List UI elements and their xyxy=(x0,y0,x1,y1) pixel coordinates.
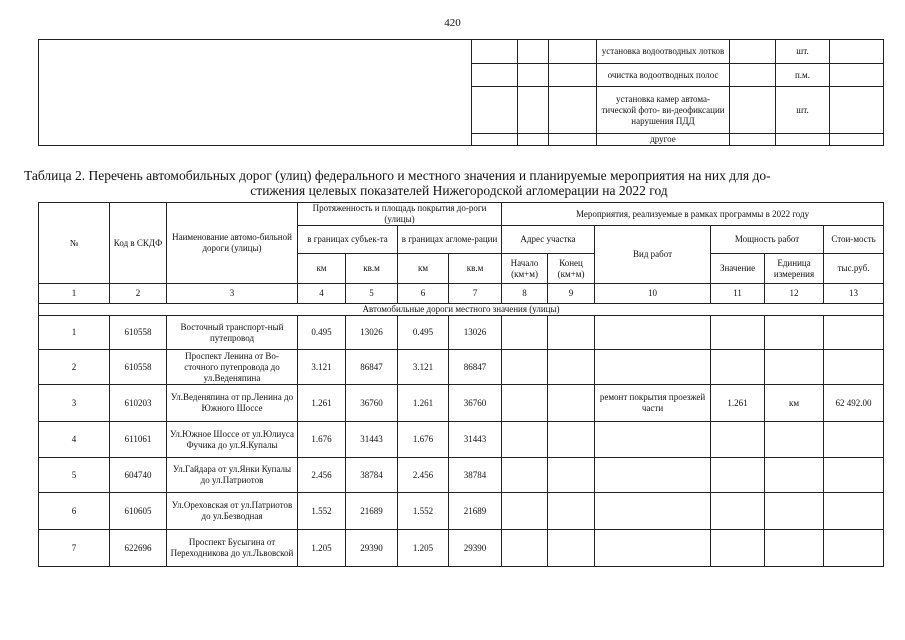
cell-start xyxy=(502,350,548,385)
header-unit: Единица измерения xyxy=(765,254,824,284)
cell-no: 6 xyxy=(39,493,110,530)
cell-km-a: 2.456 xyxy=(398,458,449,493)
header-code: Код в СКДФ xyxy=(110,203,167,284)
header-capacity: Мощность работ xyxy=(711,226,824,254)
table-row xyxy=(39,530,884,567)
header-cost: Стои-мость xyxy=(824,226,884,254)
cell-code: 610605 xyxy=(110,493,167,530)
cell-work xyxy=(595,316,711,350)
table-row xyxy=(39,458,884,493)
cell-unit xyxy=(765,493,824,530)
cell-value xyxy=(711,350,765,385)
cell-unit xyxy=(765,422,824,458)
header-name: Наименование автомо-бильной дороги (улицы) xyxy=(167,203,298,284)
cell-end xyxy=(548,458,595,493)
header-address: Адрес участка xyxy=(502,226,595,254)
cell-end xyxy=(548,493,595,530)
cell-cost xyxy=(824,530,884,567)
cell-sqm-s: 86847 xyxy=(346,350,398,385)
cell-start xyxy=(502,316,548,350)
blank-cell xyxy=(830,64,884,87)
work-cell: другое xyxy=(597,134,730,146)
cell-no: 4 xyxy=(39,422,110,458)
cell-no: 3 xyxy=(39,385,110,422)
cell-km-a: 1.205 xyxy=(398,530,449,567)
cell-sqm-a: 31443 xyxy=(449,422,502,458)
roads-table xyxy=(38,202,884,567)
header-aggl-bounds: в границах агломе-рации xyxy=(398,226,502,254)
cell-code: 610558 xyxy=(110,316,167,350)
table-row xyxy=(39,422,884,458)
column-number: 4 xyxy=(298,284,346,304)
cell-cost xyxy=(824,422,884,458)
cell-work xyxy=(595,350,711,385)
cell-start xyxy=(502,422,548,458)
blank-cell xyxy=(472,40,518,64)
cell-sqm-a: 21689 xyxy=(449,493,502,530)
cell-end xyxy=(548,316,595,350)
cell-km-a: 0.495 xyxy=(398,316,449,350)
cell-unit xyxy=(765,350,824,385)
blank-cell xyxy=(518,64,549,87)
cell-work xyxy=(595,530,711,567)
header-end: Конец (км+м) xyxy=(548,254,595,284)
cell-code: 611061 xyxy=(110,422,167,458)
cell-sqm-a: 36760 xyxy=(449,385,502,422)
unit-cell: п.м. xyxy=(776,64,830,87)
column-number: 10 xyxy=(595,284,711,304)
page-number: 420 xyxy=(444,17,461,29)
blank-cell xyxy=(472,134,518,146)
cell-name: Проспект Бусыгина от Переходникова до ул.Львовской xyxy=(167,530,298,567)
header-sqm: кв.м xyxy=(449,254,502,284)
cell-work: ремонт покрытия проезжей части xyxy=(595,385,711,422)
cell-sqm-a: 13026 xyxy=(449,316,502,350)
blank-cell xyxy=(549,40,597,64)
cell-code: 604740 xyxy=(110,458,167,493)
blank-cell xyxy=(549,134,597,146)
caption-line-1: Таблица 2. Перечень автомобильных дорог (улиц) федерального и местного значения и планируемые мероприятия на них для до- xyxy=(24,168,771,183)
cell-no: 1 xyxy=(39,316,110,350)
cell-km-s: 1.676 xyxy=(298,422,346,458)
blank-cell xyxy=(730,64,776,87)
column-number: 8 xyxy=(502,284,548,304)
header-subject-bounds: в границах субъек-та xyxy=(298,226,398,254)
cell-km-a: 1.261 xyxy=(398,385,449,422)
cell-start xyxy=(502,385,548,422)
blank-cell xyxy=(549,87,597,134)
cell-sqm-s: 13026 xyxy=(346,316,398,350)
cell-work xyxy=(595,458,711,493)
cell-sqm-s: 38784 xyxy=(346,458,398,493)
blank-cell xyxy=(472,87,518,134)
cell-unit xyxy=(765,530,824,567)
header-km: км xyxy=(398,254,449,284)
work-cell: очистка водоотводных полос xyxy=(597,64,730,87)
cell-value xyxy=(711,316,765,350)
column-number: 7 xyxy=(449,284,502,304)
cell-cost xyxy=(824,493,884,530)
cell-no: 5 xyxy=(39,458,110,493)
cell-work xyxy=(595,493,711,530)
table-row xyxy=(39,40,884,64)
cell-cost xyxy=(824,458,884,493)
header-events-group: Мероприятия, реализуемые в рамках программы в 2022 году xyxy=(502,203,884,226)
cell-name: Ул.Гайдара от ул.Янки Купалы до ул.Патриотов xyxy=(167,458,298,493)
cell-name: Восточный транспорт-ный путепровод xyxy=(167,316,298,350)
table-row xyxy=(39,316,884,350)
cell-sqm-s: 21689 xyxy=(346,493,398,530)
blank-cell xyxy=(39,40,472,134)
cell-sqm-a: 86847 xyxy=(449,350,502,385)
cell-name: Проспект Ленина от Во-сточного путепровода до ул.Веденяпина xyxy=(167,350,298,385)
cell-sqm-s: 31443 xyxy=(346,422,398,458)
header-value: Значение xyxy=(711,254,765,284)
caption-line-2: стижения целевых показателей Нижегородской агломерации на 2022 год xyxy=(250,183,668,198)
cell-start xyxy=(502,493,548,530)
cell-name: Ул.Ореховская от ул.Патриотов до ул.Безводная xyxy=(167,493,298,530)
cell-start xyxy=(502,530,548,567)
cell-km-a: 1.676 xyxy=(398,422,449,458)
column-number: 6 xyxy=(398,284,449,304)
cell-sqm-s: 29390 xyxy=(346,530,398,567)
cell-sqm-a: 38784 xyxy=(449,458,502,493)
unit-cell: шт. xyxy=(776,87,830,134)
header-no: № xyxy=(39,203,110,284)
cell-unit xyxy=(765,458,824,493)
header-length-group: Протяженность и площадь покрытия до-роги (улицы) xyxy=(298,203,502,226)
column-number: 2 xyxy=(110,284,167,304)
header-cost-unit: тыс.руб. xyxy=(824,254,884,284)
blank-cell xyxy=(549,64,597,87)
cell-value xyxy=(711,422,765,458)
blank-cell xyxy=(830,40,884,64)
blank-cell xyxy=(518,87,549,134)
blank-cell xyxy=(830,87,884,134)
cell-value: 1.261 xyxy=(711,385,765,422)
cell-cost xyxy=(824,316,884,350)
blank-cell xyxy=(730,87,776,134)
cell-end xyxy=(548,530,595,567)
cell-unit xyxy=(765,316,824,350)
cell-end xyxy=(548,385,595,422)
column-number: 12 xyxy=(765,284,824,304)
column-number: 5 xyxy=(346,284,398,304)
table-row xyxy=(39,350,884,385)
cell-value xyxy=(711,458,765,493)
cell-km-a: 3.121 xyxy=(398,350,449,385)
cell-name: Ул.Южное Шоссе от ул.Юлиуса Фучика до ул.Я.Купалы xyxy=(167,422,298,458)
cell-cost: 62 492.00 xyxy=(824,385,884,422)
cell-sqm-s: 36760 xyxy=(346,385,398,422)
header-sqm: кв.м xyxy=(346,254,398,284)
cell-km-s: 0.495 xyxy=(298,316,346,350)
cell-code: 610558 xyxy=(110,350,167,385)
cell-km-s: 3.121 xyxy=(298,350,346,385)
table-row xyxy=(39,134,884,146)
cell-end xyxy=(548,350,595,385)
cell-km-s: 2.456 xyxy=(298,458,346,493)
cell-sqm-a: 29390 xyxy=(449,530,502,567)
table-row xyxy=(39,385,884,422)
cell-code: 610203 xyxy=(110,385,167,422)
blank-cell xyxy=(518,40,549,64)
blank-cell xyxy=(518,134,549,146)
header-km: км xyxy=(298,254,346,284)
cell-km-a: 1.552 xyxy=(398,493,449,530)
header-start: Начало (км+м) xyxy=(502,254,548,284)
cell-end xyxy=(548,422,595,458)
work-cell: установка камер автома-тической фото- ви-деофиксации нарушения ПДД xyxy=(597,87,730,134)
cell-km-s: 1.552 xyxy=(298,493,346,530)
column-number: 9 xyxy=(548,284,595,304)
column-number: 13 xyxy=(824,284,884,304)
cell-no: 2 xyxy=(39,350,110,385)
column-number: 11 xyxy=(711,284,765,304)
cell-code: 622696 xyxy=(110,530,167,567)
table-row xyxy=(39,493,884,530)
section-title: Автомобильные дороги местного значения (улицы) xyxy=(39,304,884,316)
cell-unit: км xyxy=(765,385,824,422)
continuation-table xyxy=(38,39,884,146)
table-caption xyxy=(24,168,894,198)
cell-start xyxy=(502,458,548,493)
cell-cost xyxy=(824,350,884,385)
column-number: 3 xyxy=(167,284,298,304)
cell-work xyxy=(595,422,711,458)
unit-cell: шт. xyxy=(776,40,830,64)
cell-value xyxy=(711,493,765,530)
cell-name: Ул.Веденяпина от пр.Ленина до Южного Шоссе xyxy=(167,385,298,422)
cell-km-s: 1.205 xyxy=(298,530,346,567)
work-cell: установка водоотводных лотков xyxy=(597,40,730,64)
blank-cell xyxy=(39,134,472,146)
cell-value xyxy=(711,530,765,567)
cell-km-s: 1.261 xyxy=(298,385,346,422)
blank-cell xyxy=(730,134,776,146)
header-work-type: Вид работ xyxy=(595,226,711,284)
blank-cell xyxy=(830,134,884,146)
blank-cell xyxy=(730,40,776,64)
cell-no: 7 xyxy=(39,530,110,567)
blank-cell xyxy=(472,64,518,87)
unit-cell xyxy=(776,134,830,146)
column-number: 1 xyxy=(39,284,110,304)
